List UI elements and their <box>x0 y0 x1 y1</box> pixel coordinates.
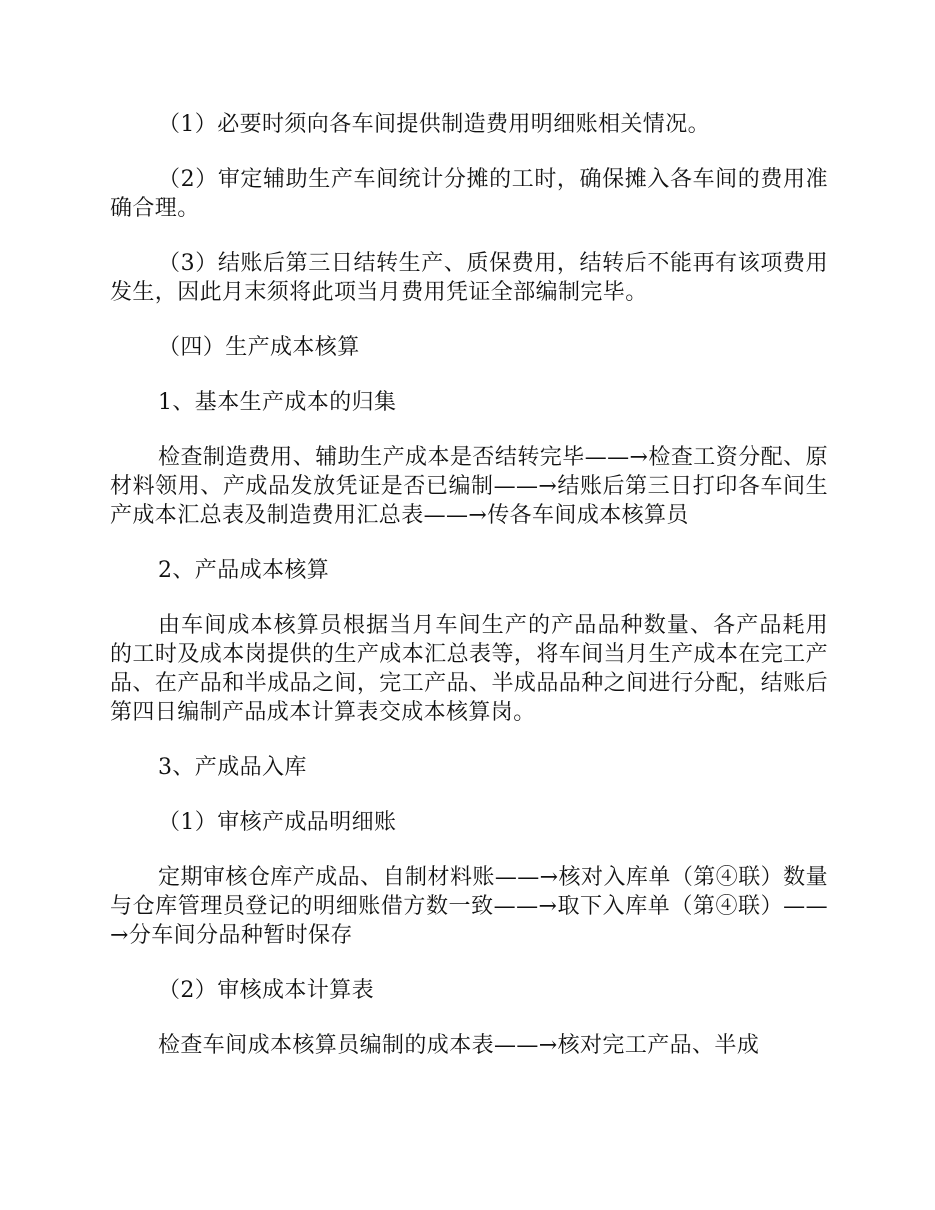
subheading-product-cost: 2、产品成本核算 <box>158 558 330 583</box>
paragraph-product-cost-allocation: 由车间成本核算员根据当月车间生产的产品品种数量、各产品耗用的工时及成本岗提供的生产成本汇总表等，将车间当月生产成本在完工产品、在产品和半成品之间，完工产品、半成品品种之间进行分配，结账后第四日编制产品成本计算表交成本核算岗。 <box>110 613 828 725</box>
document-body <box>110 110 828 1086</box>
subheading-review-cost-table: （2）审核成本计算表 <box>158 978 374 1003</box>
paragraph-workshop-overhead-info: （1）必要时须向各车间提供制造费用明细账相关情况。 <box>158 112 710 137</box>
paragraph-transfer-costs: （3）结账后第三日结转生产、质保费用，结转后不能再有该项费用发生，因此月末须将此项当月费用凭证全部编制完毕。 <box>110 251 828 305</box>
section-heading-production-cost: （四）生产成本核算 <box>158 335 360 360</box>
subheading-basic-cost-collection: 1、基本生产成本的归集 <box>158 390 397 415</box>
subheading-finished-goods-storage: 3、产成品入库 <box>158 755 307 780</box>
paragraph-cost-table-check: 检查车间成本核算员编制的成本表——→核对完工产品、半成 <box>158 1033 760 1058</box>
paragraph-ledger-review-steps: 定期审核仓库产成品、自制材料账——→核对入库单（第④联）数量与仓库管理员登记的明细账借方数一致——→取下入库单（第④联）——→分车间分品种暂时保存 <box>110 865 828 948</box>
paragraph-cost-collection-steps: 检查制造费用、辅助生产成本是否结转完毕——→检查工资分配、原材料领用、产成品发放凭证是否已编制——→结账后第三日打印各车间生产成本汇总表及制造费用汇总表——→传各车间成本核算员 <box>110 445 828 528</box>
subheading-review-finished-goods-ledger: （1）审核产成品明细账 <box>158 810 397 835</box>
paragraph-auxiliary-hours: （2）审定辅助生产车间统计分摊的工时，确保摊入各车间的费用准确合理。 <box>110 167 828 221</box>
